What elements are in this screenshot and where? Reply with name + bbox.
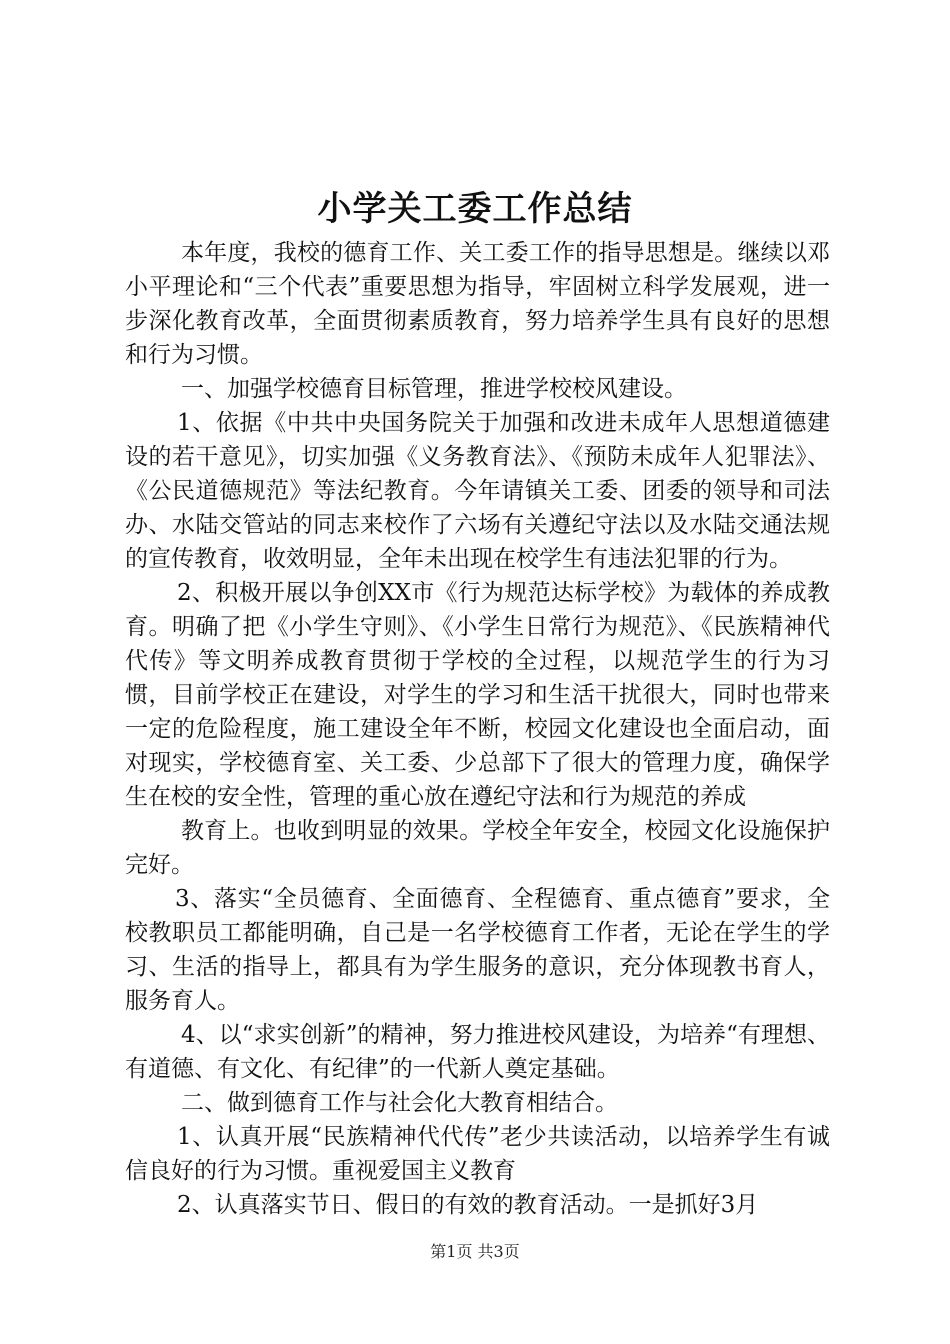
paragraph-1-1: 1、依据《中共中央国务院关于加强和改进未成年人思想道德建设的若干意见》，切实加强《义务教育法》、《预防未成年人犯罪法》、《公民道德规范》等法纪教育。今年请镇关工委、团委的领导和司法办、水陆交管站的同志来校作了六场有关遵纪守法以及水陆交通法规的宣传教育，收效明显，全年未出现在校学生有违法犯罪的行为。 xyxy=(125,410,830,572)
paragraph-1-2: 2、积极开展以争创XX市《行为规范达标学校》为载体的养成教育。明确了把《小学生守则》、《小学生日常行为规范》、《民族精神代代传》等文明养成教育贯彻于学校的全过程，以规范学生的行为习惯，目前学校正在建设，对学生的学习和生活干扰很大，同时也带来一定的危险程度，施工建设全年不断，校园文化建设也全面启动，面对现实，学校德育室、关工委、少总部下了很大的管理力度，确保学生在校的安全性，管理的重心放在遵纪守法和行为规范的养成 xyxy=(125,580,830,810)
section-heading-2: 二、做到德育工作与社会化大教育相结合。 xyxy=(181,1090,618,1116)
document-body xyxy=(125,236,830,1222)
paragraph-2-1: 1、认真开展“民族精神代代传”老少共读活动，以培养学生有诚信良好的行为习惯。重视爱国主义教育 xyxy=(125,1124,830,1184)
page-number-footer: 第1页 共3页 xyxy=(430,1242,520,1261)
section-heading-1: 一、加强学校德育目标管理，推进学校校风建设。 xyxy=(181,376,687,402)
document-title: 小学关工委工作总结 xyxy=(317,189,633,229)
paragraph-1-2-cont: 教育上。也收到明显的效果。学校全年安全，校园文化设施保护完好。 xyxy=(125,818,830,878)
paragraph-intro: 本年度，我校的德育工作、关工委工作的指导思想是。继续以邓小平理论和“三个代表”重要思想为指导，牢固树立科学发展观，进一步深化教育改革，全面贯彻素质教育，努力培养学生具有良好的思想和行为习惯。 xyxy=(125,240,830,368)
paragraph-1-4: 4、以“求实创新”的精神，努力推进校风建设，为培养“有理想、有道德、有文化、有纪律”的一代新人奠定基础。 xyxy=(125,1022,830,1082)
paragraph-1-3: 3、落实“全员德育、全面德育、全程德育、重点德育”要求，全校教职员工都能明确，自己是一名学校德育工作者，无论在学生的学习、生活的指导上，都具有为学生服务的意识，充分体现教书育人，服务育人。 xyxy=(125,886,830,1014)
paragraph-2-2: 2、认真落实节日、假日的有效的教育活动。一是抓好3月 xyxy=(177,1192,759,1218)
